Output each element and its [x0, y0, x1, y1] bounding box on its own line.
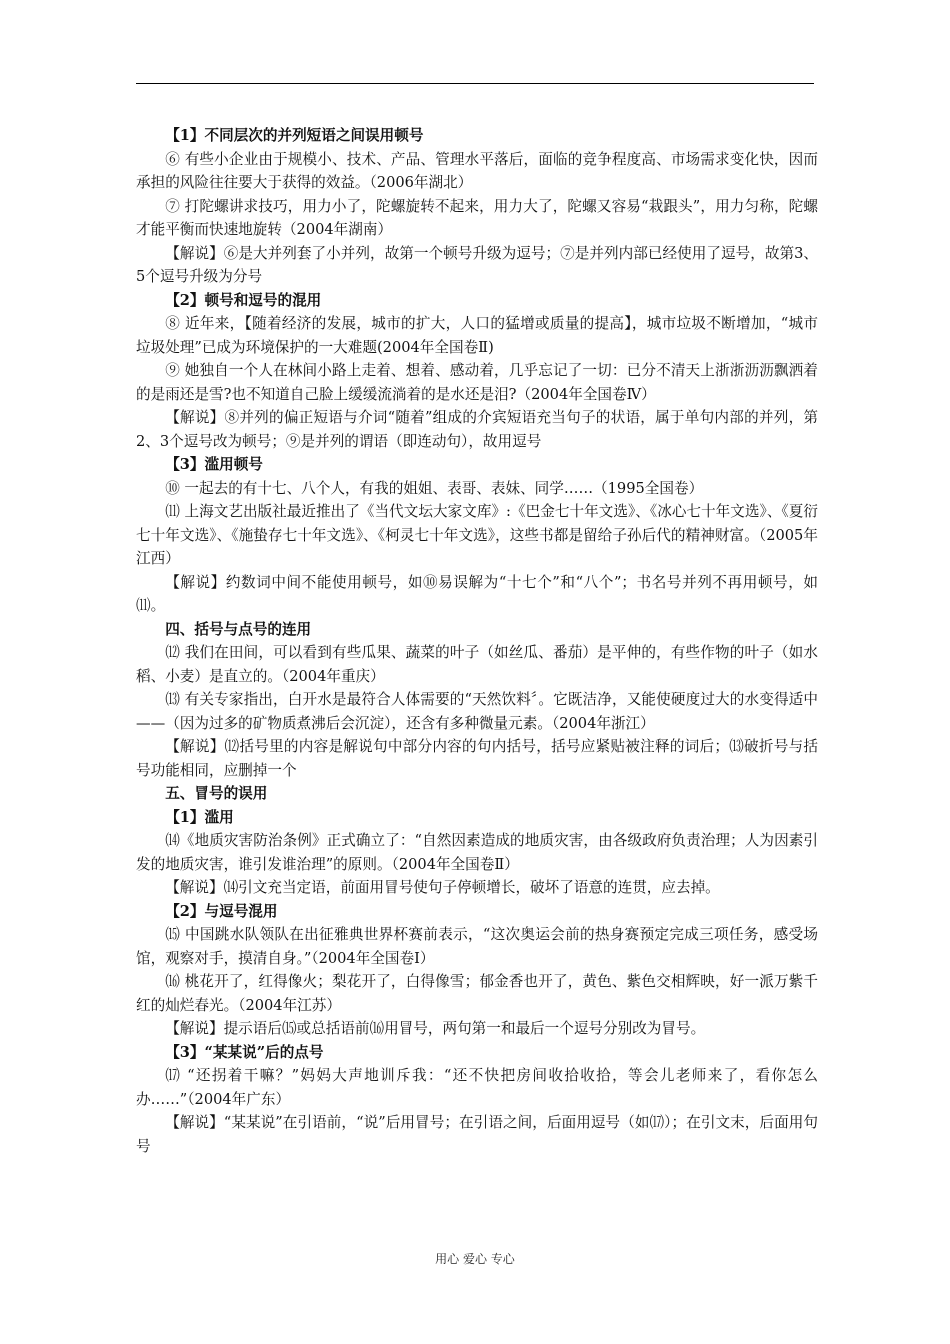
paragraph: 【解说】提示语后⒂或总括语前⒃用冒号，两句第一和最后一个逗号分别改为冒号。 — [165, 1020, 706, 1037]
paragraph: ⑥ 有些小企业由于规模小、技术、产品、管理水平落后，面临的竞争程度高、市场需求变化快，因而承担的风险往往要大于获得的效益。（2006年湖北） — [136, 150, 818, 191]
paragraph: ⒁《地质灾害防治条例》正式确立了：“自然因素造成的地质灾害，由各级政府负责治理；人为因素引发的地质灾害，谁引发谁治理”的原则。（2004年全国卷Ⅱ） — [136, 832, 818, 873]
paragraph: ⒄ “还拐着干嘛？”妈妈大声地训斥我：“还不快把房间收拾收拾，等会儿老师来了，看你怎么办……”（2004年广东） — [136, 1067, 818, 1108]
paragraph: 【解说】约数词中间不能使用顿号，如⑩易误解为“十七个”和“八个”；书名号并列不再用顿号，如⑾。 — [136, 573, 818, 614]
section-heading: 【3】滥用顿号 — [165, 456, 263, 473]
section-heading: 【1】不同层次的并列短语之间误用顿号 — [165, 127, 424, 144]
paragraph: ⑦ 打陀螺讲求技巧，用力小了，陀螺旋转不起来，用力大了，陀螺又容易“栽跟头”，用力匀称，陀螺才能平衡而快速地旋转（2004年湖南） — [136, 197, 818, 238]
paragraph: ⑧ 近年来，【随着经济的发展，城市的扩大，人口的猛增或质量的提高】，城市垃圾不断增加，“城市垃圾处理”已成为环境保护的一大难题(2004年全国卷Ⅱ) — [136, 315, 818, 356]
section-heading: 四、括号与点号的连用 — [165, 620, 312, 638]
section-heading: 【2】与逗号混用 — [165, 902, 278, 920]
paragraph: 【解说】“某某说”在引语前，“说”后用冒号；在引语之间，后面用逗号（如⒄）；在引文末，后面用句号 — [136, 1114, 818, 1155]
section-heading: 【3】“某某说”后的点号 — [165, 1043, 324, 1061]
paragraph: ⒃ 桃花开了，红得像火；梨花开了，白得像雪；郁金香也开了，黄色、紫色交相辉映，好一派万紫千红的灿烂春光。（2004年江苏） — [136, 973, 818, 1014]
paragraph: 【解说】⑿括号里的内容是解说句中部分内容的句内括号，括号应紧贴被注释的词后；⒀破折号与括号功能相同，应删掉一个 — [136, 738, 818, 779]
paragraph: 【解说】⑥是大并列套了小并列，故第一个顿号升级为逗号；⑦是并列内部已经使用了逗号，故第3、5个逗号升级为分号 — [136, 244, 818, 285]
page-footer: 用心 爱心 专心 — [435, 1252, 515, 1266]
section-heading: 【2】顿号和逗号的混用 — [165, 291, 322, 309]
paragraph: ⑾ 上海文艺出版社最近推出了《当代文坛大家文库》:《巴金七十年文选》、《冰心七十年文选》、《夏衍七十年文选》、《施蛰存七十年文选》、《柯灵七十年文选》，这些书都是留给子孙后代的精神财富。（2005年江西） — [136, 503, 818, 567]
document-body — [136, 124, 818, 1158]
header-rule — [136, 83, 814, 84]
paragraph: ⒂ 中国跳水队领队在出征雅典世界杯赛前表示，“这次奥运会前的热身赛预定完成三项任务，感受场馆，观察对手，摸清自身。”（2004年全国卷Ⅰ） — [136, 926, 818, 967]
paragraph: 【解说】⒁引文充当定语，前面用冒号使句子停顿增长，破坏了语意的连贯，应去掉。 — [165, 879, 720, 896]
section-heading: 五、冒号的误用 — [165, 785, 268, 802]
paragraph: ⒀ 有关专家指出，白开水是最符合人体需要的“天然饮料〞。它既洁净，又能使硬度过大的水变得适中——（因为过多的矿物质煮沸后会沉淀），还含有多种微量元素。（2004年浙江） — [136, 691, 818, 732]
paragraph: 【解说】⑧并列的偏正短语与介词“随着”组成的介宾短语充当句子的状语，属于单句内部的并列，第2、3个逗号改为顿号；⑨是并列的谓语（即连动句），故用逗号 — [136, 409, 818, 450]
paragraph: ⑩ 一起去的有十七、八个人，有我的姐姐、表哥、表妹、同学……（1995全国卷） — [165, 479, 704, 497]
paragraph: ⑿ 我们在田间，可以看到有些瓜果、蔬菜的叶子（如丝瓜、番茄）是平伸的，有些作物的叶子（如水稻、小麦）是直立的。（2004年重庆） — [136, 644, 818, 685]
section-heading: 【1】滥用 — [165, 808, 234, 826]
paragraph: ⑨ 她独自一个人在林间小路上走着、想着、感动着，几乎忘记了一切：已分不清天上浙浙沥沥飘洒着的是雨还是雪?也不知道自己脸上缓缓流淌着的是水还是泪?（2004年全国卷Ⅳ） — [136, 362, 818, 403]
